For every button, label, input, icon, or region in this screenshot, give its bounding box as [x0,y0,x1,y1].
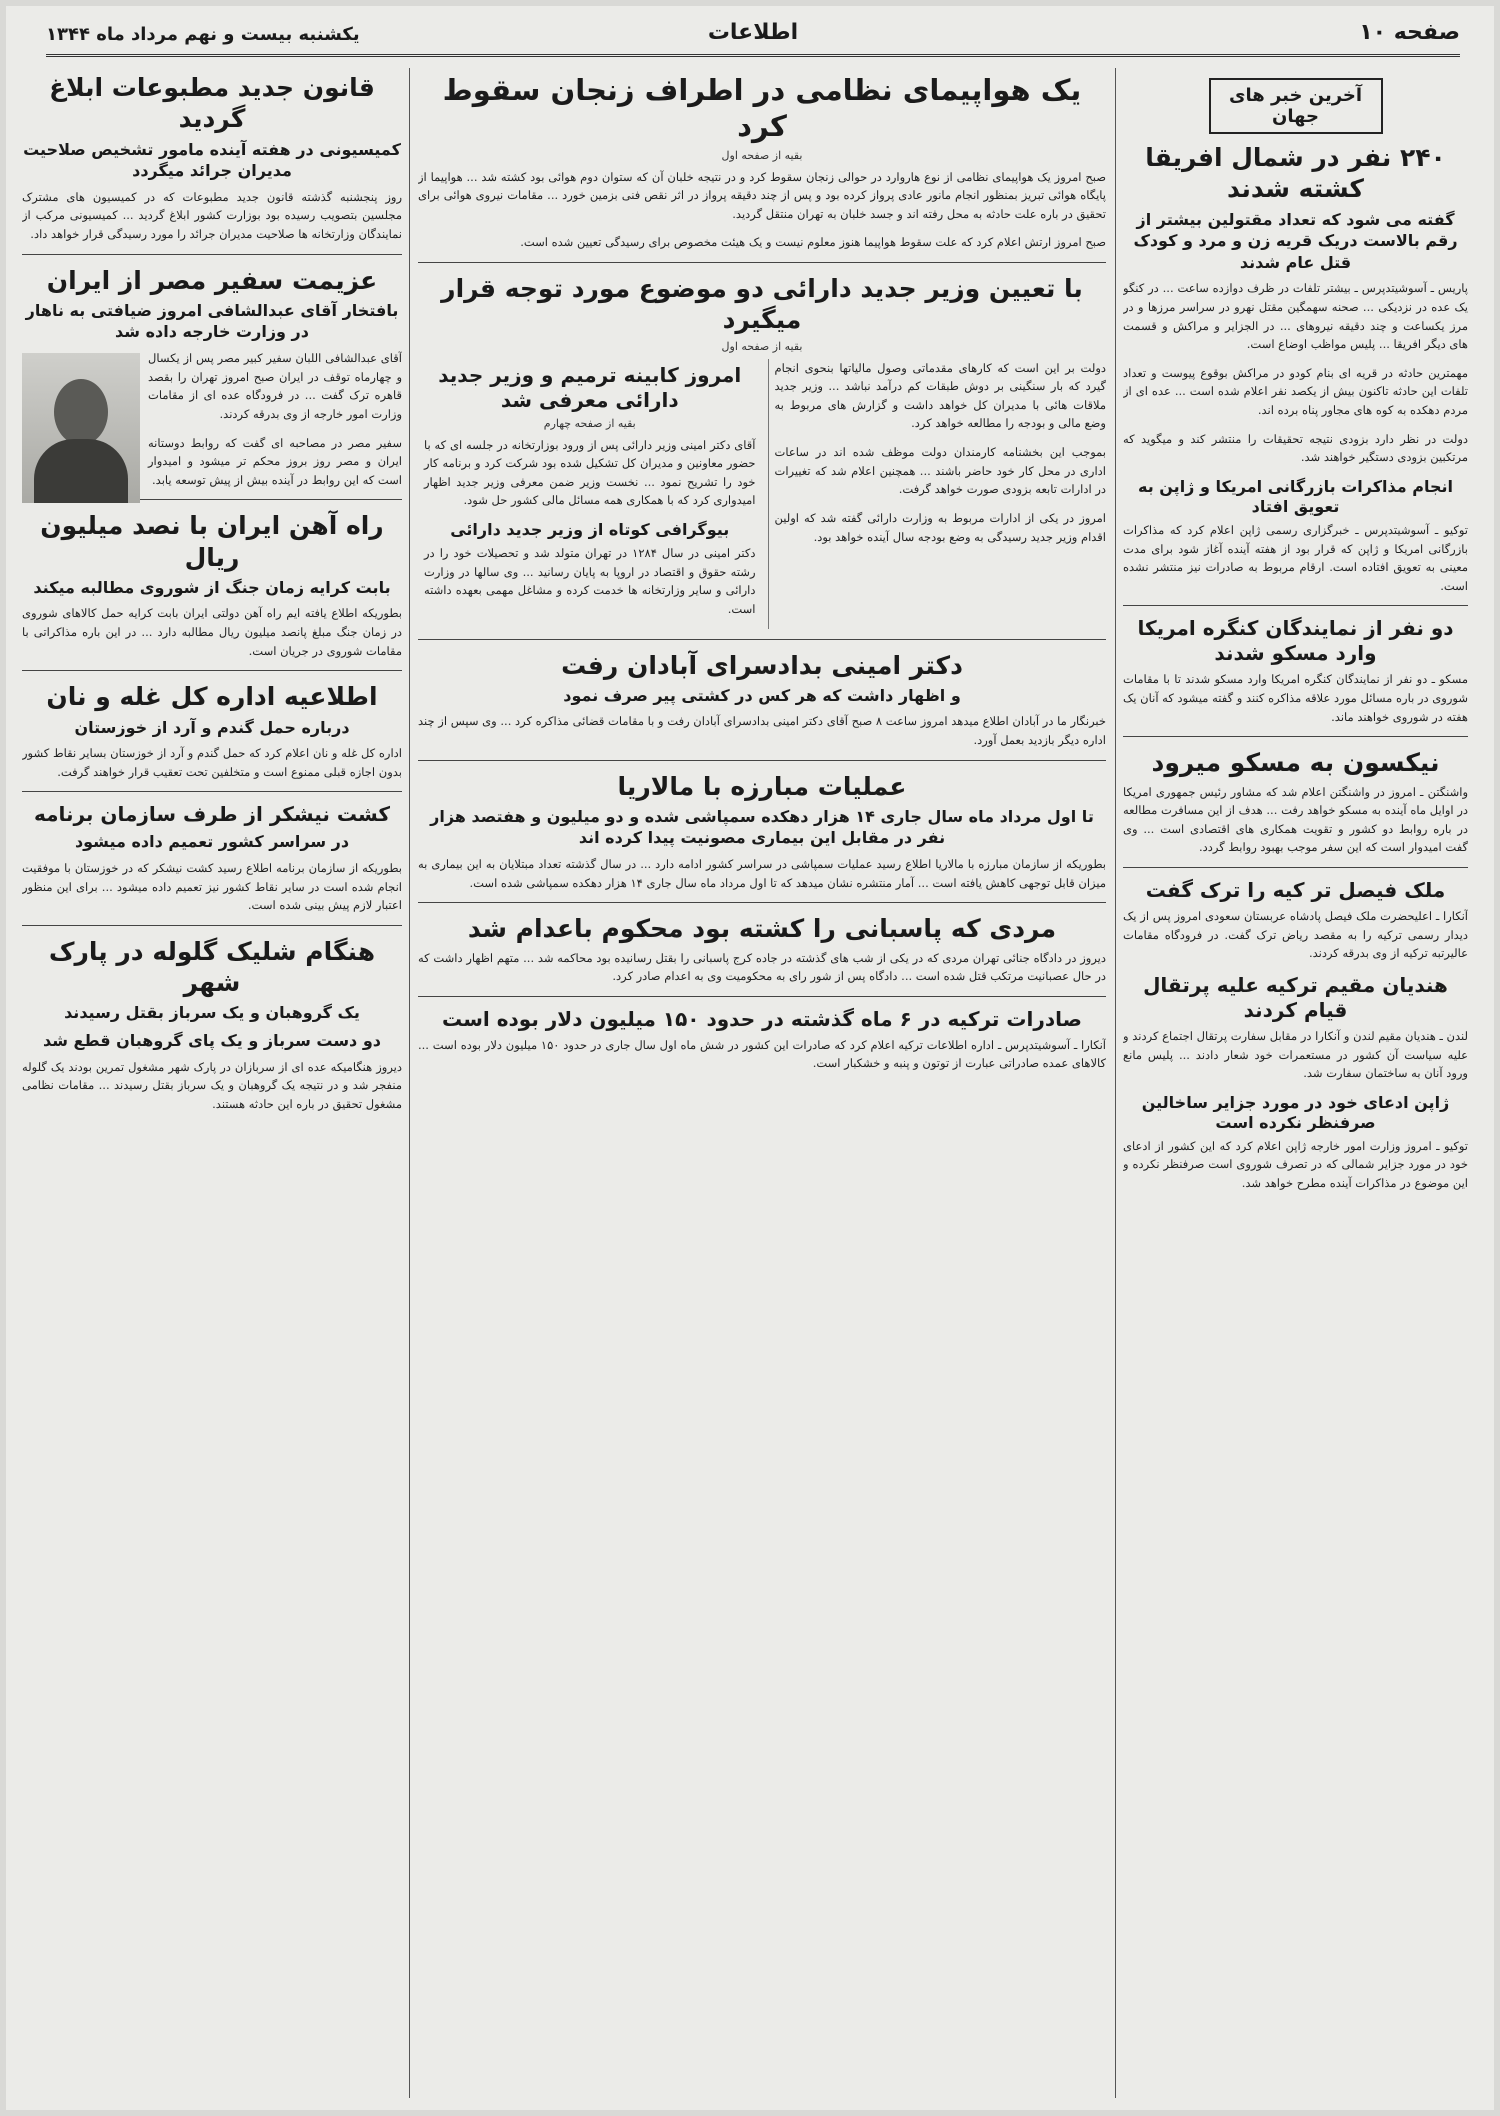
article-body: لندن ـ هندیان مقیم لندن و آنکارا در مقابل سفارت پرتقال اجتماع کردند و علیه سیاست آن کشور در مستعمرات خود شعار دادند ... پلیس مانع ورود آنان به ساختمان سفارت شد. [1123,1028,1468,1081]
article-body: دولت در نظر دارد بزودی نتیجه تحقیقات را منتشر کند و میگوید که مرتکبین بزودی دستگیر خواهند شد. [1123,431,1468,465]
divider [418,639,1106,640]
article-headline: عملیات مبارزه با مالاریا [617,771,907,801]
divider [418,902,1106,903]
article-body: مهمترین حادثه در قریه ای بنام کودو در مراکش بوقوع پیوست و تعداد تلفات این حادثه تاکنون بیش از یکصد نفر اعلام شده است ... عده ای از مردم دهکده به کوه های مجاور پناه برده اند. [1123,365,1468,418]
article-headline: اطلاعیه اداره کل غله و نان [46,682,378,712]
article-headline: مردی که پاسبانی را کشته بود محکوم باعدام شد [467,914,1057,944]
article-body: بطوریکه از سازمان برنامه اطلاع رسید کشت نیشکر که در خوزستان با موفقیت انجام شده است در سایر نقاط کشور نیز تعمیم داده میشود ... برای این منظور اعتبار لازم پیش بینی شده است. [22,861,402,913]
article-subheadline: گفته می شود که تعداد مقتولین بیشتر از رقم بالاست دریک قریه زن و مرد و کودک قتل عام شدند [1133,209,1458,272]
article-headline: دکتر امینی بدادسرای آبادان رفت [561,650,963,680]
article-headline: با تعیین وزیر جدید دارائی دو موضوع مورد توجه قرار میگیرد [441,274,1083,335]
article-body: خبرنگار ما در آبادان اطلاع میدهد امروز ساعت ۸ صبح آقای دکتر امینی بدادسرای آبادان رفت و با مقامات قضائی مذاکره کرد ... وی سپس از چند اداره دیگر بازدید بعمل آورد. [418,714,1106,747]
article-headline: کشت نیشکر از طرف سازمان برنامه [33,802,391,827]
page-number: صفحه ۱۰ [1359,20,1460,45]
continuation-note: بقیه از صفحه اول [721,148,803,162]
article-body: توکیو ـ آسوشیتدپرس ـ خبرگزاری رسمی ژاپن اعلام کرد که مذاکرات بازرگانی امریکا و ژاپن که قرار بود از هفته آینده آغاز شود برای مدت معینی به تعویق افتاده است. ارقام مربوط به صادرات نیز منتشر نشده است. [1123,522,1468,593]
article-headline: قانون جدید مطبوعات ابلاغ گردید [49,73,375,134]
article-headline: نیکسون به مسکو میرود [1151,748,1440,778]
article-subheadline: یک گروهبان و یک سرباز بقتل رسیدند [64,1003,360,1023]
article-subheadline: بابت کرایه زمان جنگ از شوروی مطالبه میکند [33,577,391,597]
article-subheadline: کمیسیونی در هفته آینده مامور تشخیص صلاحیت مدیران جرائد میگردد [23,139,401,181]
divider [1123,605,1468,606]
article-body: بطوریکه اطلاع یافته ایم راه آهن دولتی ایران بابت کرایه حمل کالاهای شوروی در زمان جنگ مبلغ پانصد میلیون ریال مطالبه دارد ... در این باره مذاکراتی با مقامات شوروی در جریان است. [22,606,402,658]
article-headline: ژاپن ادعای خود در مورد جزایر ساخالین صرفنظر نکرده است [1141,1092,1450,1132]
newspaper-page [6,6,1494,2110]
article-body: دکتر امینی در سال ۱۲۸۴ در تهران متولد شد و تحصیلات خود را در رشته حقوق و اقتصاد در اروپا به پایان رسانید ... وی سالها در وزارت دارائی و سایر وزارتخانه ها خدمت کرده و مشاغل مهمی بعهده داشته است. [424,546,756,616]
article-subheadline: و اظهار داشت که هر کس در کشتی پیر صرف نمود [563,685,961,705]
column-rule [1115,68,1116,2098]
article-body: دولت بر این است که کارهای مقدماتی وصول مالیاتها بنحوی انجام گیرد که بار سنگینی بر دوش طبقات کم درآمد نباشد ... وزیر جدید ملاقات هائی با مدیران کل خواهد داشت و گزارش های مربوط به وضع مالی و بودجه را مطالعه خواهد کرد. [774,360,1106,431]
article-subheadline: در سراسر کشور تعمیم داده میشود [74,832,350,852]
article-body: صبح امروز ارتش اعلام کرد که علت سقوط هواپیما هنوز معلوم نیست و یک هیئت مخصوص برای رسیدگی تعیین شده است. [520,235,1106,250]
article-body: بطوریکه از سازمان مبارزه با مالاریا اطلاع رسید عملیات سمپاشی در سراسر کشور ادامه دارد ... در سال گذشته تعداد مبتلایان به این بیماری به میزان قابل توجهی کاهش یافته است ... آمار منتشره نشان میدهد که تا اول مرداد ماه سال جاری ۱۴ هزار دهکده سمپاشی شده است. [418,857,1106,890]
masthead [46,14,1460,57]
article-body: سفیر مصر در مصاحبه ای گفت که روابط دوستانه ایران و مصر روز بروز محکم تر میشود و امیدوار است که این روابط در آینده بیش از پیش توسعه یابد. [148,435,402,487]
article-headline: هنگام شلیک گلوله در پارک شهر [48,936,376,998]
divider [22,925,402,926]
divider [22,670,402,671]
article-body: صبح امروز یک هواپیمای نظامی از نوع هاروارد در حوالی زنجان سقوط کرد و در نتیجه خلبان آن که ستوان دوم هوائی بود کشته شد ... هواپیما از پایگاه هوائی تبریز بمنظور انجام مانور عادی پرواز کرده بود و پس از چند دقیقه پرواز در اثر نقص فنی بزمین خورد ... مقامات نیروی هوائی برای تحقیق در باره علت حادثه به محل رفته اند و جسد خلبان به تهران منتقل گردید. [418,169,1106,221]
article-headline: هندیان مقیم ترکیه علیه پرتقال قیام کردند [1143,972,1448,1022]
article-body: بموجب این بخشنامه کارمندان دولت موظف شده اند در ساعات اداری در محل کار خود حاضر باشند ... همچنین اعلام شد که تغییرات در ادارات تابعه بزودی صورت خواهد گرفت. [774,445,1106,497]
column-rule [409,68,410,2098]
world-news-column [1123,68,1468,2098]
article-body: مسکو ـ دو نفر از نمایندگان کنگره امریکا وارد مسکو شدند تا با مقامات شوروی در باره مسائل مورد علاقه مذاکره کنند و گفته میشود که آنان یک هفته در شوروی خواهند ماند. [1123,672,1468,724]
article-body: توکیو ـ امروز وزارت امور خارجه ژاپن اعلام کرد که این کشور از ادعای خود در مورد جزایر شمالی که در تصرف شوروی است صرفنظر نکرده و این موضوع در مذاکرات آینده مطرح خواهد شد. [1123,1138,1468,1191]
article-headline: صادرات ترکیه در ۶ ماه گذشته در حدود ۱۵۰ میلیون دلار بوده است [442,1006,1082,1031]
article-headline: دو نفر از نمایندگان کنگره امریکا وارد مسکو شدند [1137,616,1454,666]
article-headline: امروز کابینه ترمیم و وزیر جدید دارائی معرفی شد [438,362,742,412]
lead-headline: یک هواپیمای نظامی در اطراف زنجان سقوط کرد [442,73,1082,144]
article-body: آقای دکتر امینی وزیر دارائی پس از ورود بوزارتخانه در جلسه ای که با حضور معاونین و مدیران کل تشکیل شده بود شرکت کرد و برنامه کار خود را تشریح نمود ... نخست وزیر ضمن معرفی وزیر جدید اظهار امیدواری کرد که با همکاری همه مسائل مالی کشور حل شود. [424,437,756,508]
article-headline: بیوگرافی کوتاه از وزیر جدید دارائی [450,520,730,539]
sub-column [768,359,1107,629]
article-subheadline: تا اول مرداد ماه سال جاری ۱۴ هزار دهکده سمپاشی شده و دو میلیون و هفتصد هزار نفر در مقابل این بیماری مصونیت پیدا کرده اند [430,806,1094,848]
continuation-note: بقیه از صفحه اول [721,339,803,353]
article-subheadline: درباره حمل گندم و آرد از خوزستان [74,717,350,737]
sub-column [418,359,756,629]
divider [1123,736,1468,737]
divider [22,791,402,792]
article-body: آنکارا ـ آسوشیتدپرس ـ اداره اطلاعات ترکیه اعلام کرد که صادرات این کشور در شش ماه اول سال جاری در حدود ۱۵۰ میلیون دلار بوده است ... کالاهای عمده صادراتی عبارت از توتون و پنبه و خشکبار است. [418,1037,1106,1071]
divider [418,262,1106,263]
section-box-title: آخرین خبر های جهان [1209,78,1383,134]
article-headline: ۲۴۰ نفر در شمال افریقا کشته شدند [1145,143,1446,204]
sub-columns [418,359,1106,629]
article-subheadline: دو دست سرباز و یک پای گروهبان قطع شد [43,1031,381,1050]
article-headline: ملک فیصل تر کیه را ترک گفت [1145,878,1446,903]
article-body: آنکارا ـ اعلیحضرت ملک فیصل پادشاه عربستان سعودی امروز پس از یک دیدار رسمی ترکیه را به مقصد ریاض ترک گفت. در فرودگاه مقامات عالیرتبه ترکیه از وی بدرقه کردند. [1123,909,1468,961]
article-body: پاریس ـ آسوشیتدپرس ـ بیشتر تلفات در ظرف دوازده ساعت ... در کنگو یک عده در نزدیکی ... صحنه سهمگین مقتل نهرو در سراسر مرزها و در مرز یکساعت و چند دقیقه نیروهای ... در الجزایر و مراکش و قسمت های دیگر افریقا ... پلیس مواظب اوضاع است. [1123,281,1468,352]
ambassador-portrait-photo [22,353,140,503]
divider [418,996,1106,997]
article-subheadline: بافتخار آقای عبدالشافی امروز ضیافتی به ناهار در وزارت خارجه داده شد [25,300,399,342]
article-body: واشنگتن ـ امروز در واشنگتن اعلام شد که مشاور رئیس جمهوری امریکا در اوایل ماه آینده به مسکو خواهد رفت ... هدف از این مسافرت مطالعه در باره روابط دو کشور و تقویت همکاری های اقتصادی است ... وی گفت امیدوار است که این سفر موجب بهبود روابط گردد. [1123,784,1468,855]
divider [418,760,1106,761]
divider [22,254,402,255]
article-body: اداره کل غله و نان اعلام کرد که حمل گندم و آرد از خوزستان بسایر نقاط کشور بدون اجازه قبلی ممنوع است و متخلفین تحت تعقیب قرار خواهند گرفت. [22,746,402,779]
newspaper-name: اطلاعات [707,20,799,45]
continuation-note: بقیه از صفحه چهارم [543,416,636,430]
article-headline: راه آهن ایران با نصد میلیون ریال [40,511,384,572]
article-headline: عزیمت سفیر مصر از ایران [46,265,378,295]
domestic-news-column [22,68,402,2098]
issue-date: یکشنبه بیست و نهم مرداد ماه ۱۳۴۴ [46,24,360,45]
article-body: دیروز هنگامیکه عده ای از سربازان در پارک شهر مشغول تمرین بودند یک گلوله منفجر شد و در نتیجه یک گروهبان و یک سرباز بقتل رسیدند ... مقامات نظامی مشغول تحقیق در باره این حادثه هستند. [22,1059,402,1111]
divider [1123,867,1468,868]
article-body: روز پنجشنبه گذشته قانون جدید مطبوعات که در کمیسیون های مشترک مجلسین بتصویب رسیده بود بوزارت کشور ابلاغ گردید ... کمیسیونی مرکب از نمایندگان وزارتخانه ها صلاحیت مدیران جرائد را مورد رسیدگی قرار خواهد داد. [22,189,402,241]
article-body: دیروز در دادگاه جنائی تهران مردی که در یکی از شب های گذشته در جاده کرج پاسبانی را بقتل رسانیده بود محاکمه شد ... متهم اظهار داشت که در حال عصبانیت مرتکب قتل شده است ... دادگاه پس از شور رای به محکومیت وی به اعدام صادر کرد. [418,950,1106,984]
article-body: امروز در یکی از ادارات مربوط به وزارت دارائی گفته شد که اولین اقدام وزیر جدید رسیدگی به وضع بودجه سال آینده خواهد بود. [774,510,1106,544]
article-body: آقای عبدالشافی اللبان سفیر کبیر مصر پس از یکسال و چهارماه توقف در ایران صبح امروز تهران را بقصد قاهره ترک گفت ... در فرودگاه عده ای از مقامات وزارت امور خارجه از وی بدرقه کردند. [148,351,402,421]
middle-columns [418,68,1106,2098]
article-headline: انجام مذاکرات بازرگانی امریکا و ژاپن به تعویق افتاد [1138,476,1453,516]
